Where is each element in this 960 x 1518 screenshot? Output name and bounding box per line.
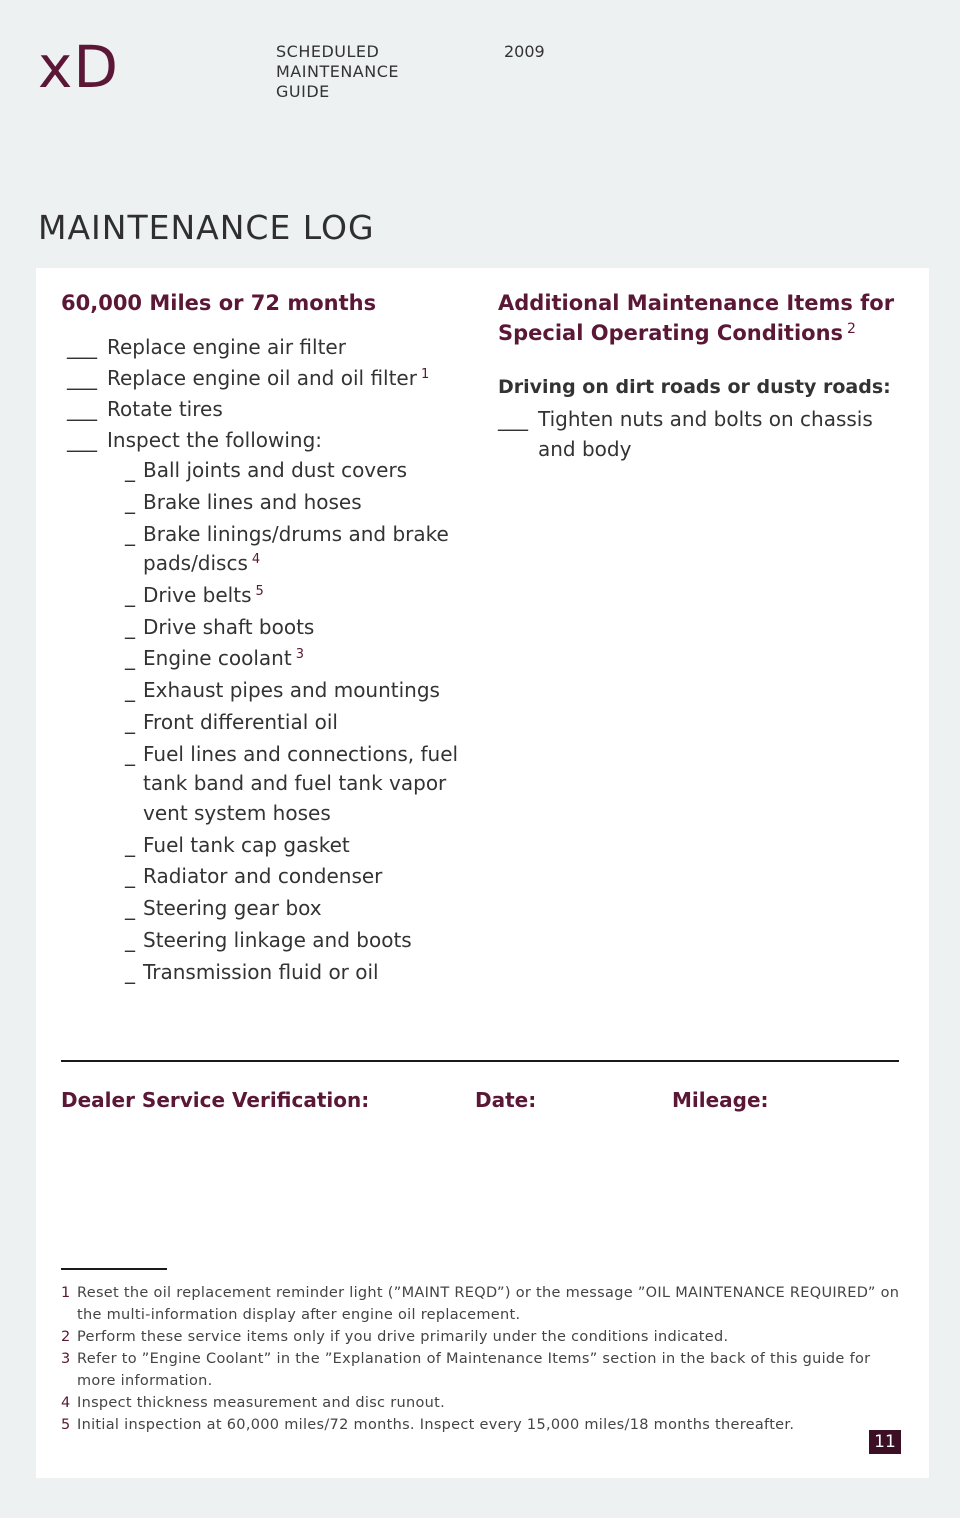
inspect-item: _ Radiator and condenser [125, 864, 383, 889]
page-title: MAINTENANCE LOG [38, 208, 375, 247]
inspect-item: _ Steering linkage and boots [125, 928, 412, 953]
footnote-ref: 1 [420, 367, 430, 382]
inspect-item: _ Ball joints and dust covers [125, 458, 408, 482]
section-divider [61, 1060, 899, 1062]
task-item [498, 404, 908, 464]
interval-column [61, 288, 471, 990]
task-text: Replace engine air filter [107, 335, 346, 359]
guide-title-line: MAINTENANCE [276, 62, 399, 81]
footnote-ref: 4 [251, 552, 261, 568]
inspect-item: _ Transmission fluid or oil [125, 959, 379, 984]
inspect-item: _ Steering gear box [125, 896, 322, 921]
checkbox-blank: ___ [498, 407, 528, 431]
mileage-label: Mileage: [672, 1088, 769, 1112]
maintenance-panel [36, 268, 929, 1478]
footnote: 1 Reset the oil replacement reminder light (”MAINT REQD”) or the message ”OIL MAINTENANCE REQUIRED” on the multi-information display after engine oil replacement. [61, 1285, 900, 1323]
task-item [61, 425, 471, 455]
brand-logo: xD [38, 33, 119, 101]
task-list [61, 332, 471, 987]
checkbox-blank: ___ [67, 335, 97, 359]
inspect-item: _ Fuel lines and connections, fuel tank band and fuel tank vapor vent system hoses [125, 741, 459, 825]
task-text: Inspect the following: [107, 428, 323, 452]
task-text: Tighten nuts and bolts on chassis and body [538, 407, 873, 461]
inspect-item: _ Fuel tank cap gasket [125, 832, 350, 857]
task-item [61, 394, 471, 424]
special-conditions-column [498, 288, 908, 465]
task-item [61, 332, 471, 362]
page-number: 11 [869, 1430, 901, 1454]
inspect-item: _ Drive shaft boots [125, 614, 315, 639]
task-text: Replace engine oil and oil filter $^1$ [107, 366, 430, 390]
inspect-item: _ Brake lines and hoses [125, 489, 362, 514]
inspect-item: _ Engine coolant $^3$ [125, 646, 304, 671]
footnote: 3 Refer to ”Engine Coolant” in the ”Explanation of Maintenance Items” section in the back of this guide for more information. [61, 1351, 871, 1389]
checkbox-blank: ___ [67, 397, 97, 421]
footnote: 4 Inspect thickness measurement and disc runout. [61, 1395, 446, 1411]
guide-title-line: SCHEDULED [276, 42, 380, 61]
footnote-ref: 5 [255, 583, 264, 599]
special-conditions-heading: Additional Maintenance Items for Special Operating Conditions $^2$ [498, 291, 895, 345]
interval-heading: 60,000 Miles or 72 months [61, 291, 377, 315]
condition-subheading: Driving on dirt roads or dusty roads: [498, 376, 891, 398]
dealer-verification-label: Dealer Service Verification: [61, 1088, 370, 1112]
inspect-item: _ Exhaust pipes and mountings [125, 678, 440, 703]
task-item [61, 363, 471, 393]
footnote: 5 Initial inspection at 60,000 miles/72 months. Inspect every 15,000 miles/18 months thereafter. [61, 1417, 795, 1433]
footnote-ref: 2 [847, 321, 856, 337]
footnote-ref: 3 [295, 647, 304, 663]
year: 2009 [504, 42, 545, 61]
guide-title-line: GUIDE [276, 82, 330, 101]
checkbox-blank: ___ [67, 366, 97, 390]
inspect-item: _ Drive belts $^5$ [125, 582, 264, 607]
footnote-rule [61, 1268, 167, 1270]
inspect-item: _ Front differential oil [125, 710, 338, 735]
date-label: Date: [475, 1088, 537, 1112]
task-text: Rotate tires [107, 397, 223, 421]
footnotes [61, 1282, 901, 1436]
inspect-item: _ Brake linings/drums and brake pads/discs $^4$ [125, 521, 449, 576]
footnote: 2 Perform these service items only if you drive primarily under the conditions indicated. [61, 1329, 729, 1345]
checkbox-blank: ___ [67, 428, 97, 452]
guide-title [276, 42, 399, 102]
